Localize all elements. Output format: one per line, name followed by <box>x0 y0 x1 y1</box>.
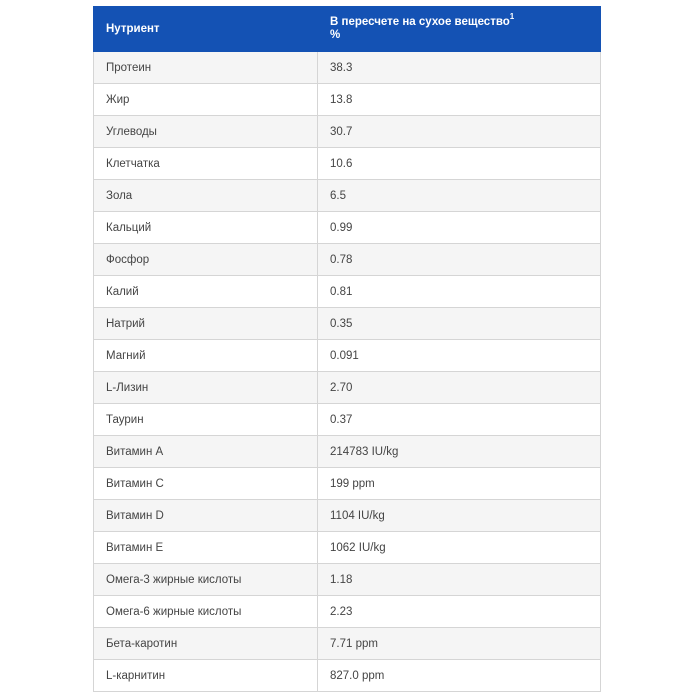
nutrient-name: L-карнитин <box>94 660 318 692</box>
nutrient-name: Протеин <box>94 52 318 84</box>
table-row <box>94 532 601 564</box>
nutrient-name: Витамин D <box>94 500 318 532</box>
header-dry-matter-label: В пересчете на сухое вещество <box>330 16 510 28</box>
table-header <box>94 7 601 52</box>
nutrient-value: 13.8 <box>318 84 601 116</box>
header-unit: % <box>330 29 341 41</box>
nutrient-value: 10.6 <box>318 148 601 180</box>
nutrient-name: Калий <box>94 276 318 308</box>
nutrient-value: 0.78 <box>318 244 601 276</box>
table-row <box>94 596 601 628</box>
table-row <box>94 340 601 372</box>
table-row <box>94 564 601 596</box>
table-row <box>94 500 601 532</box>
table-row <box>94 148 601 180</box>
nutrient-value: 199 ppm <box>318 468 601 500</box>
nutrient-name: Таурин <box>94 404 318 436</box>
table-row <box>94 436 601 468</box>
nutrient-name: Витамин E <box>94 532 318 564</box>
table-row <box>94 404 601 436</box>
nutrient-value: 2.23 <box>318 596 601 628</box>
table-row <box>94 468 601 500</box>
nutrient-value: 0.99 <box>318 212 601 244</box>
table-row <box>94 52 601 84</box>
nutrient-value: 1062 IU/kg <box>318 532 601 564</box>
nutrient-table <box>93 6 601 692</box>
header-row <box>94 7 601 52</box>
nutrient-value: 1104 IU/kg <box>318 500 601 532</box>
nutrient-name: Фосфор <box>94 244 318 276</box>
nutrient-value: 1.18 <box>318 564 601 596</box>
table-row <box>94 84 601 116</box>
nutrient-name: Кальций <box>94 212 318 244</box>
nutrient-name: Омега-6 жирные кислоты <box>94 596 318 628</box>
nutrient-value: 2.70 <box>318 372 601 404</box>
nutrient-value: 0.37 <box>318 404 601 436</box>
nutrient-name: Бета-каротин <box>94 628 318 660</box>
nutrient-value: 7.71 ppm <box>318 628 601 660</box>
table-row <box>94 308 601 340</box>
table-row <box>94 180 601 212</box>
nutrient-value: 30.7 <box>318 116 601 148</box>
nutrient-name: Омега-3 жирные кислоты <box>94 564 318 596</box>
nutrient-name: Клетчатка <box>94 148 318 180</box>
table-row <box>94 244 601 276</box>
nutrient-value: 0.35 <box>318 308 601 340</box>
nutrient-value: 38.3 <box>318 52 601 84</box>
nutrient-value: 0.091 <box>318 340 601 372</box>
nutrient-value: 827.0 ppm <box>318 660 601 692</box>
nutrient-name: Витамин А <box>94 436 318 468</box>
table-row <box>94 116 601 148</box>
nutrient-value: 214783 IU/kg <box>318 436 601 468</box>
table-row <box>94 372 601 404</box>
nutrient-name: Углеводы <box>94 116 318 148</box>
table-row <box>94 628 601 660</box>
table-row <box>94 660 601 692</box>
nutrient-name: Магний <box>94 340 318 372</box>
nutrient-name: Жир <box>94 84 318 116</box>
nutrient-name: Витамин С <box>94 468 318 500</box>
table-body <box>94 52 601 692</box>
nutrient-name: L-Лизин <box>94 372 318 404</box>
nutrient-value: 6.5 <box>318 180 601 212</box>
table-row <box>94 212 601 244</box>
nutrient-name: Натрий <box>94 308 318 340</box>
header-nutrient: Нутриент <box>94 7 318 52</box>
footnote-marker: 1 <box>509 12 515 22</box>
nutrient-name: Зола <box>94 180 318 212</box>
nutrient-value: 0.81 <box>318 276 601 308</box>
table-row <box>94 276 601 308</box>
header-dry-matter <box>318 7 601 52</box>
